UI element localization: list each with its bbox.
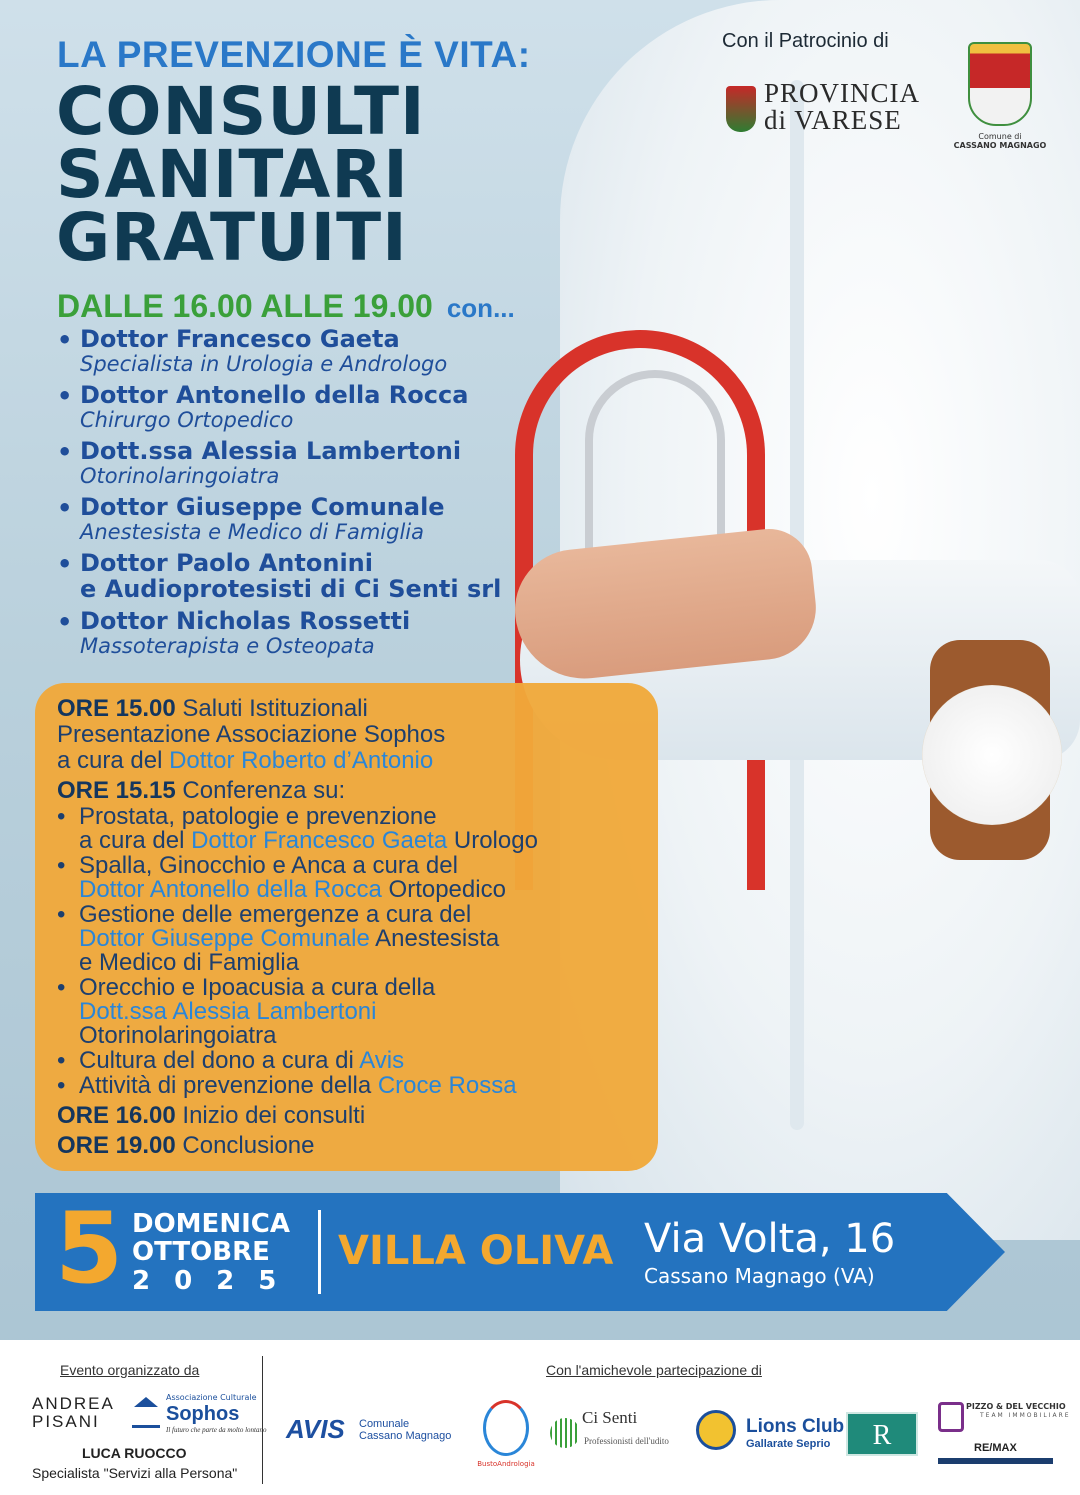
headline-line: CONSULTI	[56, 73, 426, 150]
provincia-line2: di VARESE	[764, 105, 902, 135]
program-time: ORE 15.15	[57, 777, 176, 804]
program-text: Otorinolaringoiatra	[79, 1022, 277, 1049]
event-day: 5	[55, 1192, 124, 1306]
program-speaker: Dottor Roberto d’Antonio	[169, 747, 434, 774]
doctor-name: • Dottor Paolo Antonini	[80, 549, 373, 577]
banner-divider	[318, 1210, 321, 1294]
doctor-item	[57, 326, 501, 376]
headline-line: SANITARI	[56, 136, 409, 213]
provincia-shield-icon	[726, 86, 756, 132]
footer-divider	[262, 1356, 263, 1484]
ribbon-icon	[483, 1400, 529, 1456]
participation-label: Con l'amichevole partecipazione di	[546, 1362, 762, 1378]
lions-sub: Gallarate Seprio	[746, 1438, 831, 1450]
doctor-specialty: Specialista in Urologia e Andrologo	[80, 352, 448, 376]
doctor-item	[57, 494, 501, 544]
event-city: Cassano Magnago (VA)	[644, 1264, 875, 1288]
conference-topic: • Gestione delle emergenze a cura del	[79, 901, 472, 928]
busto-text: BustoAndrologia	[477, 1460, 535, 1468]
program-row	[57, 697, 657, 721]
program-row	[57, 779, 657, 803]
event-date	[132, 1210, 300, 1296]
soundwave-icon	[550, 1418, 580, 1448]
program-speaker: Dott.ssa Alessia Lambertoni	[79, 998, 377, 1025]
program-row	[57, 749, 657, 773]
doctor-item	[57, 550, 501, 602]
event-address: Via Volta, 16	[644, 1216, 896, 1262]
lions-emblem-icon	[696, 1410, 736, 1450]
ci-senti-sub: Professionisti dell'udito	[584, 1436, 669, 1446]
avis-wordmark: AVIS	[286, 1414, 345, 1444]
program-speaker: Croce Rossa	[377, 1072, 517, 1099]
event-year: 2025	[132, 1266, 301, 1296]
avis-sub	[359, 1418, 451, 1442]
conference-topic: • Orecchio e Ipoacusia a cura della	[79, 974, 436, 1001]
program-content	[57, 697, 657, 1160]
program-text: Saluti Istituzionali	[182, 695, 368, 722]
andrea-line2: PISANI	[32, 1412, 100, 1431]
r-logo: R	[846, 1412, 918, 1456]
program-text: Attività di prevenzione della	[79, 1072, 372, 1099]
time-text: DALLE 16.00 ALLE 19.00	[57, 288, 433, 324]
headline-top: LA PREVENZIONE È VITA:	[57, 34, 531, 75]
program-text: Ortopedico	[388, 876, 506, 903]
andrea-pisani-logo	[32, 1395, 115, 1431]
comune-name: CASSANO MAGNAGO	[953, 141, 1047, 150]
comune-crest-icon	[968, 42, 1032, 126]
comune-logo	[950, 42, 1050, 150]
doctor-specialty: e Audioprotesisti di Ci Senti srl	[80, 575, 502, 603]
avis-sub-line: Comunale	[359, 1418, 410, 1430]
andrea-line1: ANDREA	[32, 1394, 115, 1413]
program-text: Conferenza su:	[182, 777, 346, 804]
provincia-logo	[722, 80, 922, 140]
doctor-specialty: Massoterapista e Osteopata	[80, 634, 375, 658]
event-month: OTTOBRE	[132, 1237, 270, 1267]
conference-item	[57, 903, 657, 975]
sophos-name: Sophos	[166, 1403, 240, 1425]
time-suffix: con...	[446, 293, 515, 323]
conference-speaker-line	[79, 878, 657, 902]
luca-ruocco-role: Specialista "Servizi alla Persona"	[32, 1465, 238, 1481]
program-time: ORE 15.00	[57, 695, 176, 722]
conference-speaker-line	[79, 829, 657, 853]
event-weekday: DOMENICA	[132, 1209, 290, 1239]
pizzo-bar	[938, 1458, 1053, 1464]
doctor-item	[57, 608, 501, 658]
doctors-list	[57, 326, 501, 664]
pizzo-name: PIZZO & DEL VECCHIO	[966, 1402, 1066, 1411]
conference-list	[57, 805, 657, 1098]
program-text: Conclusione	[182, 1132, 315, 1159]
conference-topic: • Spalla, Ginocchio e Anca a cura del	[79, 852, 458, 879]
temple-icon	[132, 1397, 160, 1428]
doctor-name: • Dott.ssa Alessia Lambertoni	[80, 437, 462, 465]
conference-item	[57, 976, 657, 1048]
program-speaker: Dottor Giuseppe Comunale	[79, 925, 370, 952]
program-time: ORE 19.00	[57, 1132, 176, 1159]
program-text: Anestesista	[375, 925, 500, 952]
provincia-text	[764, 80, 920, 134]
luca-ruocco: LUCA RUOCCO	[82, 1445, 187, 1461]
program-time: ORE 16.00	[57, 1102, 176, 1129]
event-venue: VILLA OLIVA	[338, 1228, 614, 1274]
busto-andrologia-logo	[476, 1400, 536, 1468]
program-row	[57, 1134, 657, 1158]
doctor-specialty: Anestesista e Medico di Famiglia	[80, 520, 424, 544]
pdv-monogram-icon	[938, 1402, 964, 1432]
program-speaker: Avis	[359, 1047, 405, 1074]
doctor-name: • Dottor Nicholas Rossetti	[80, 607, 411, 635]
headline-line: GRATUITI	[56, 199, 408, 276]
conference-speaker-line	[79, 927, 657, 951]
doctor-name: • Dottor Giuseppe Comunale	[80, 493, 445, 521]
pizzo-sub: TEAM IMMOBILIARE	[980, 1412, 1071, 1419]
doctor-item	[57, 382, 501, 432]
ci-senti-name: Ci Senti	[582, 1408, 638, 1427]
program-text: Presentazione Associazione Sophos	[57, 721, 446, 748]
doctor-item	[57, 438, 501, 488]
conference-topic: • Prostata, patologie e prevenzione	[79, 803, 437, 830]
program-speaker: Dottor Antonello della Rocca	[79, 876, 382, 903]
doctor-name: • Dottor Antonello della Rocca	[80, 381, 469, 409]
program-text: a cura del	[79, 827, 185, 854]
provincia-line1: PROVINCIA	[764, 78, 921, 108]
sophos-small: Associazione Culturale	[166, 1393, 257, 1402]
conference-item	[57, 805, 657, 853]
organized-label: Evento organizzato da	[60, 1362, 200, 1378]
program-text: e Medico di Famiglia	[79, 949, 300, 976]
avis-logo	[286, 1414, 452, 1445]
time-range	[57, 288, 515, 325]
doctor-specialty: Chirurgo Ortopedico	[80, 408, 294, 432]
conference-item	[57, 1074, 657, 1098]
remax-logo: RE/MAX	[974, 1442, 1017, 1454]
lions-name: Lions Club	[746, 1416, 845, 1437]
headline-main	[56, 73, 426, 276]
program-row	[57, 1104, 657, 1128]
program-speaker: Dottor Francesco Gaeta	[191, 827, 448, 854]
watch-icon	[922, 685, 1062, 825]
doctor-name: • Dottor Francesco Gaeta	[80, 325, 400, 353]
patronage-label: Con il Patrocinio di	[722, 30, 889, 52]
program-text: Cultura del dono a cura di	[79, 1047, 354, 1074]
doctor-specialty: Otorinolaringoiatra	[80, 464, 280, 488]
avis-sub-line: Cassano Magnago	[359, 1430, 452, 1442]
program-text: a cura del	[57, 747, 163, 774]
conference-item	[57, 1049, 657, 1073]
conference-item	[57, 854, 657, 902]
comune-small: Comune di	[978, 132, 1022, 141]
program-text: Inizio dei consulti	[182, 1102, 366, 1129]
sophos-tagline: Il futuro che parte da molto lontano	[166, 1426, 267, 1434]
program-text: Urologo	[453, 827, 538, 854]
